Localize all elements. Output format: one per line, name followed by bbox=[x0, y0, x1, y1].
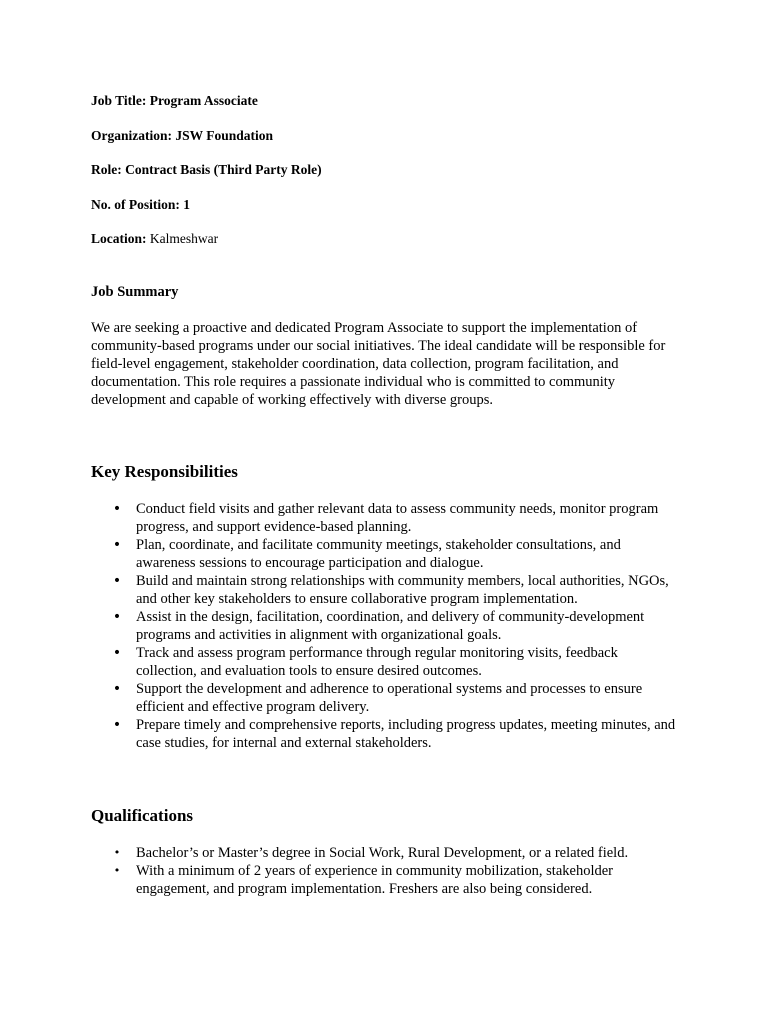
list-item bbox=[91, 862, 681, 898]
bullet-icon: • bbox=[113, 864, 121, 877]
list-item bbox=[91, 680, 681, 716]
bullet-icon: • bbox=[112, 537, 122, 553]
role-label: Role: bbox=[91, 162, 122, 177]
bullet-icon: • bbox=[112, 573, 122, 589]
job-summary-text: We are seeking a proactive and dedicated Program Associate to support the implementation of community-based programs under our social initiatives. The ideal candidate will be responsible for field-level engagement, stakeholder coordination, data collection, program facilitation, and documentation. This role requires a passionate individual who is committed to community development and capable of working effectively with diverse groups. bbox=[91, 320, 666, 408]
bullet-icon: • bbox=[112, 681, 122, 697]
list-item bbox=[91, 608, 681, 644]
positions-value: 1 bbox=[183, 197, 190, 212]
bullet-icon: • bbox=[112, 609, 122, 625]
organization-value: JSW Foundation bbox=[175, 128, 274, 143]
responsibility-text: Conduct field visits and gather relevant data to assess community needs, monitor program progress, and support evidence-based planning. bbox=[136, 501, 659, 535]
location-value: Kalmeshwar bbox=[149, 231, 219, 246]
bullet-icon: • bbox=[112, 501, 122, 517]
responsibility-text: Build and maintain strong relationships with community members, local authorities, NGOs, and other key stakeholders to ensure collaborative program implementation. bbox=[136, 573, 669, 607]
responsibilities-list bbox=[91, 500, 681, 752]
list-item bbox=[91, 716, 681, 752]
list-item bbox=[91, 644, 681, 680]
responsibility-text: Assist in the design, facilitation, coordination, and delivery of community-development programs and activities in alignment with organizational goals. bbox=[136, 609, 645, 643]
list-item bbox=[91, 844, 681, 862]
qualification-text: With a minimum of 2 years of experience in community mobilization, stakeholder engagement, and program implementation. Freshers are also being considered. bbox=[136, 863, 613, 897]
job-title-value: Program Associate bbox=[149, 93, 258, 108]
qualifications-heading: Qualifications bbox=[91, 806, 194, 825]
responsibility-text: Plan, coordinate, and facilitate community meetings, stakeholder consultations, and awareness sessions to encourage participation and dialogue. bbox=[136, 537, 621, 571]
list-item bbox=[91, 500, 681, 536]
positions-label: No. of Position: bbox=[91, 197, 180, 212]
location-line bbox=[91, 231, 218, 247]
bullet-icon: • bbox=[112, 717, 122, 733]
role-line bbox=[91, 162, 322, 178]
list-item bbox=[91, 536, 681, 572]
bullet-icon: • bbox=[113, 846, 121, 859]
job-summary-heading: Job Summary bbox=[91, 284, 179, 300]
positions-line bbox=[91, 197, 190, 213]
bullet-icon: • bbox=[112, 645, 122, 661]
qualifications-list bbox=[91, 844, 681, 898]
job-title-line bbox=[91, 93, 258, 109]
responsibility-text: Track and assess program performance through regular monitoring visits, feedback collection, and evaluation tools to ensure desired outcomes. bbox=[136, 645, 618, 679]
qualification-text: Bachelor’s or Master’s degree in Social Work, Rural Development, or a related field. bbox=[136, 845, 629, 861]
role-value: Contract Basis (Third Party Role) bbox=[125, 162, 322, 177]
job-title-label: Job Title: bbox=[91, 93, 147, 108]
location-label: Location: bbox=[91, 231, 147, 246]
organization-label: Organization: bbox=[91, 128, 172, 143]
organization-line bbox=[91, 128, 273, 144]
list-item bbox=[91, 572, 681, 608]
key-responsibilities-heading: Key Responsibilities bbox=[91, 462, 238, 481]
responsibility-text: Support the development and adherence to operational systems and processes to ensure efficient and effective program delivery. bbox=[136, 681, 643, 715]
responsibility-text: Prepare timely and comprehensive reports, including progress updates, meeting minutes, and case studies, for internal and external stakeholders. bbox=[136, 717, 676, 751]
